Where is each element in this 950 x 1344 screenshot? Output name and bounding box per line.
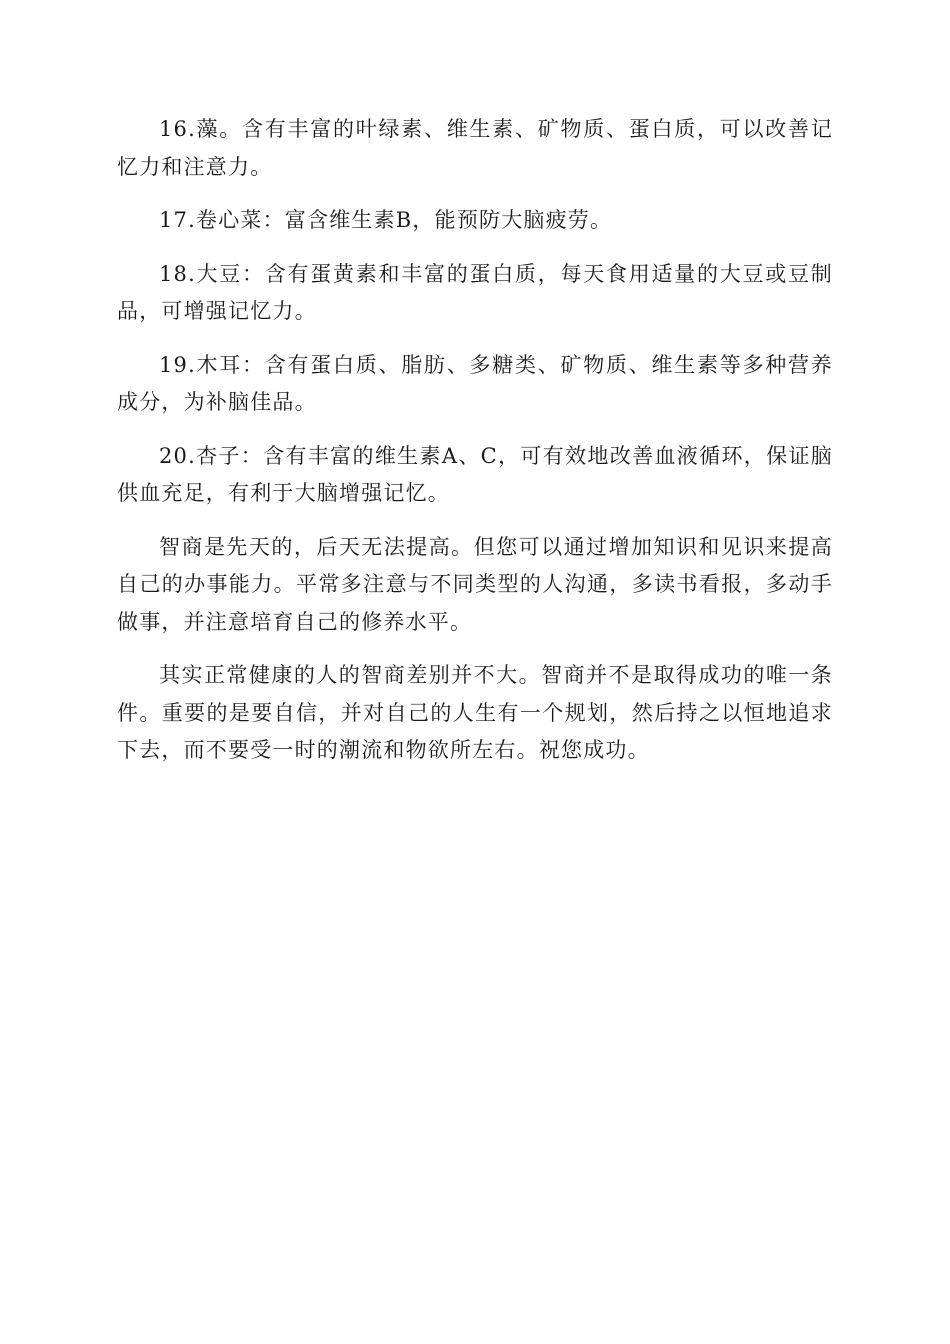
paragraph-item-16-algae: 16.藻。含有丰富的叶绿素、维生素、矿物质、蛋白质，可以改善记忆力和注意力。 [117, 117, 833, 179]
paragraph-item-20-apricot: 20.杏子：含有丰富的维生素A、C，可有效地改善血液循环，保证脑供血充足，有利于大脑增强记忆。 [117, 443, 833, 505]
paragraph-item-19-wood-ear: 19.木耳：含有蛋白质、脂肪、多糖类、矿物质、维生素等多种营养成分，为补脑佳品。 [117, 352, 833, 414]
paragraph-item-18-soybean: 18.大豆：含有蛋黄素和丰富的蛋白质，每天食用适量的大豆或豆制品，可增强记忆力。 [117, 261, 833, 323]
document-body [117, 111, 833, 786]
paragraph-iq-conclusion: 其实正常健康的人的智商差别并不大。智商并不是取得成功的唯一条件。重要的是要自信，并对自己的人生有一个规划，然后持之以恒地追求下去，而不要受一时的潮流和物欲所左右。祝您成功。 [117, 663, 833, 762]
paragraph-item-17-cabbage: 17.卷心菜：富含维生素B，能预防大脑疲劳。 [159, 208, 613, 232]
paragraph-iq-innate: 智商是先天的，后天无法提高。但您可以通过增加知识和见识来提高自己的办事能力。平常多注意与不同类型的人沟通，多读书看报，多动手做事，并注意培育自己的修养水平。 [117, 534, 833, 634]
